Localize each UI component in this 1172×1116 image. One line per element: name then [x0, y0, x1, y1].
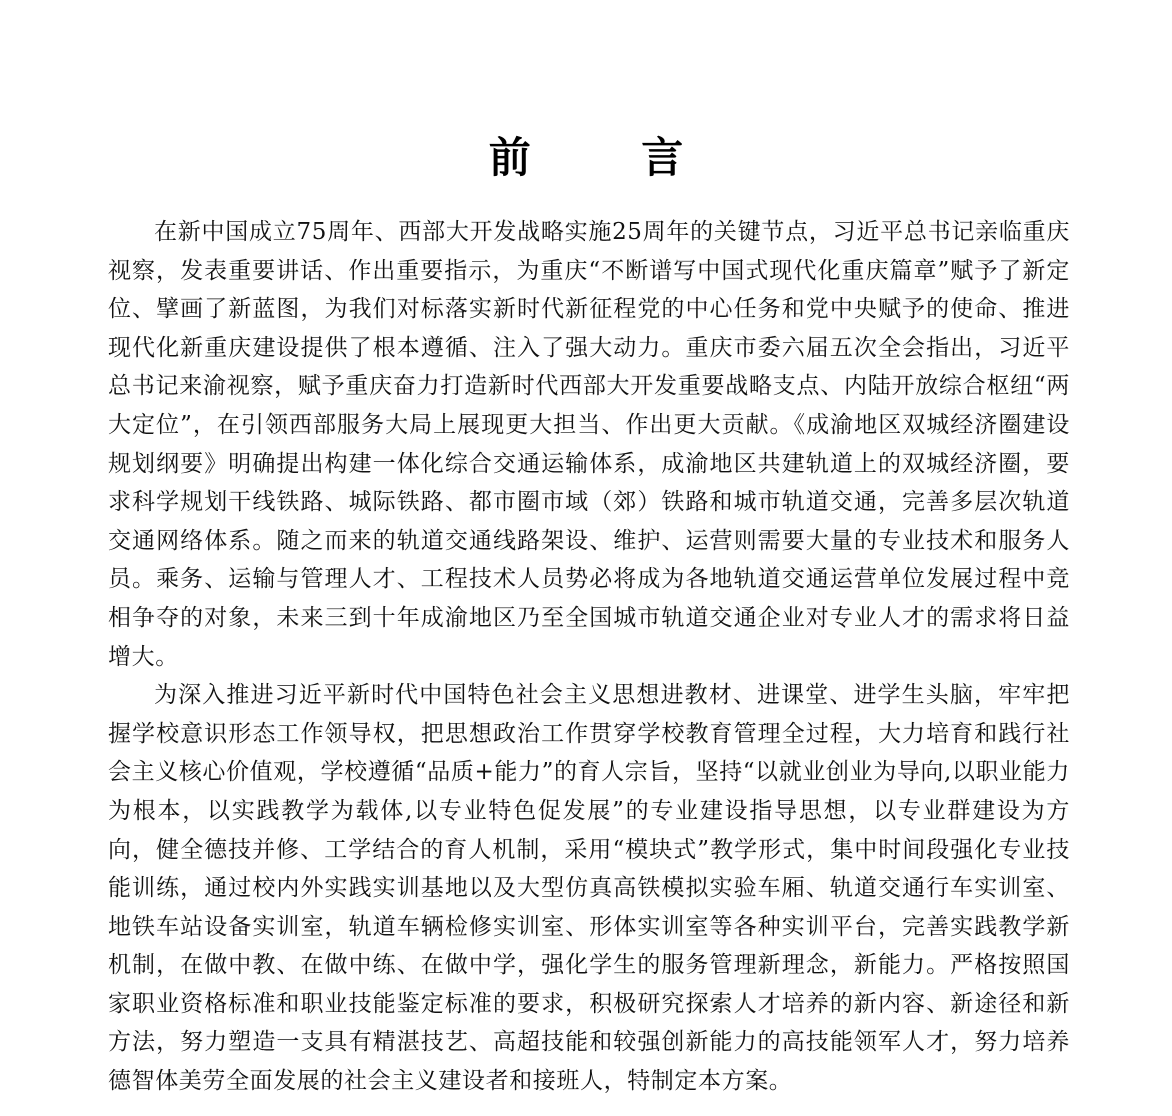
paragraph-2: 为深入推进习近平新时代中国特色社会主义思想进教材、进课堂、进学生头脑，牢牢把握学校意识形态工作领导权，把思想政治工作贯穿学校教育管理全过程，大力培育和践行社会主义核心价值观，学校遵循“品质+能力”的育人宗旨，坚持“以就业创业为导向,以职业能力为根本，以实践教学为载体,以专业特色促发展”的专业建设指导思想，以专业群建设为方向，健全德技并修、工学结合的育人机制，采用“模块式”教学形式，集中时间段强化专业技能训练，通过校内外实践实训基地以及大型仿真高铁模拟实验车厢、轨道交通行车实训室、地铁车站设备实训室，轨道车辆检修实训室、形体实训室等各种实训平台，完善实践教学新机制，在做中教、在做中练、在做中学，强化学生的服务管理新理念，新能力。严格按照国家职业资格标准和职业技能鉴定标准的要求，积极研究探索人才培养的新内容、新途径和新方法，努力塑造一支具有精湛技艺、高超技能和较强创新能力的高技能领军人才，努力培养德智体美劳全面发展的社会主义建设者和接班人，特制定本方案。 — [108, 682, 1070, 1095]
paragraph-1: 在新中国成立75周年、西部大开发战略实施25周年的关键节点，习近平总书记亲临重庆视察，发表重要讲话、作出重要指示，为重庆“不断谱写中国式现代化重庆篇章”赋予了新定位、擘画了新蓝图，为我们对标落实新时代新征程党的中心任务和党中央赋予的使命、推进现代化新重庆建设提供了根本遵循、注入了强大动力。重庆市委六届五次全会指出，习近平总书记来渝视察，赋予重庆奋力打造新时代西部大开发重要战略支点、内陆开放综合枢纽“两大定位”，在引领西部服务大局上展现更大担当、作出更大贡献。《成渝地区双城经济圈建设规划纲要》明确提出构建一体化综合交通运输体系，成渝地区共建轨道上的双城经济圈，要求科学规划干线铁路、城际铁路、都市圈市域（郊）铁路和城市轨道交通，完善多层次轨道交通网络体系。随之而来的轨道交通线路架设、维护、运营则需要大量的专业技术和服务人员。乘务、运输与管理人才、工程技术人员势必将成为各地轨道交通运营单位发展过程中竞相争夺的对象，未来三到十年成渝地区乃至全国城市轨道交通企业对专业人才的需求将日益增大。 — [108, 219, 1070, 670]
page-title: 前 言 — [488, 133, 732, 182]
document-body — [108, 213, 1070, 1101]
